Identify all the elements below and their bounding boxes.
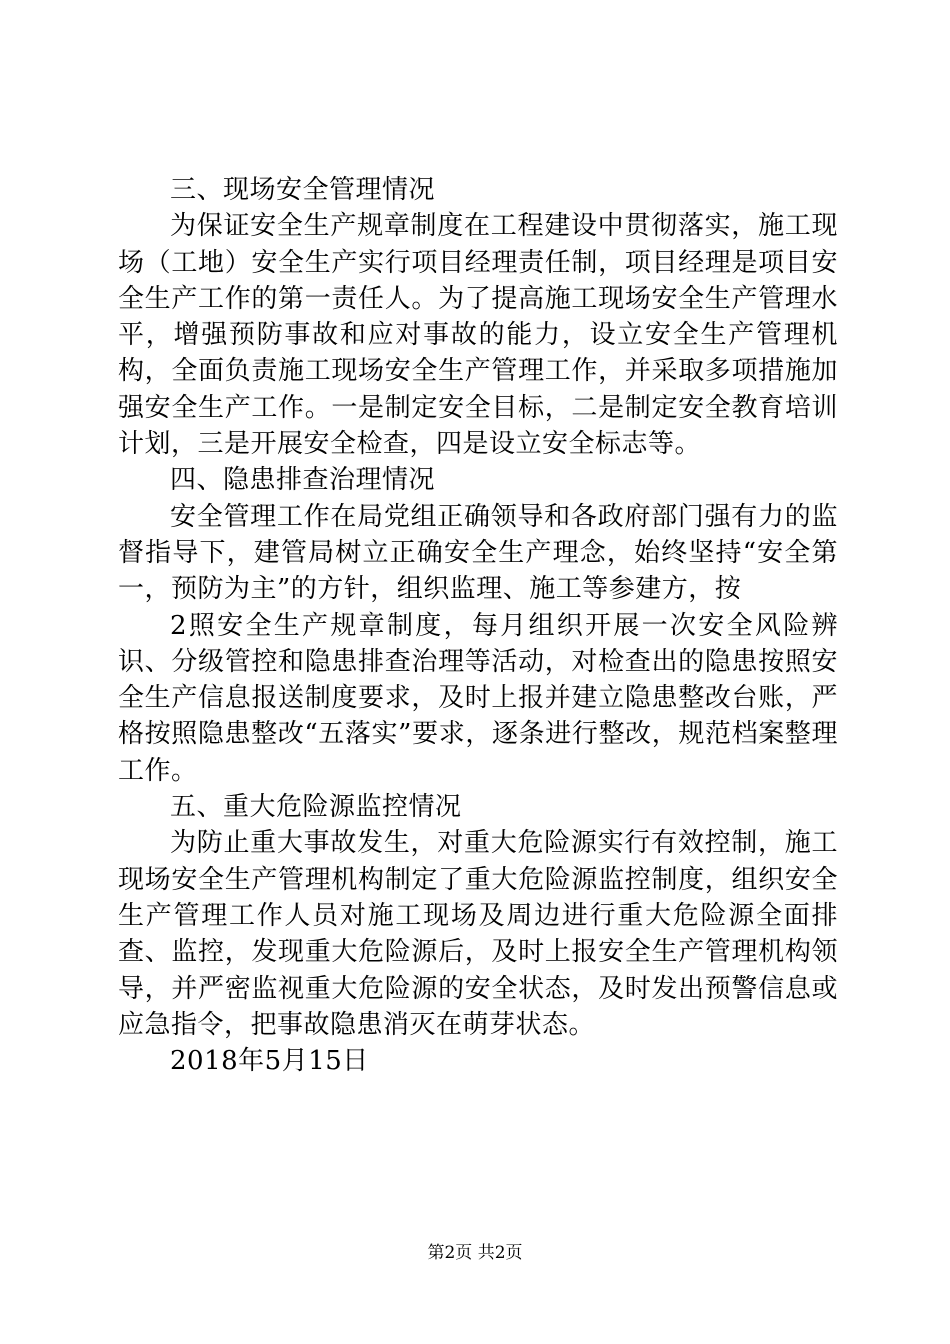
section-4-paragraph-1: 安全管理工作在局党组正确领导和各政府部门强有力的监督指导下，建管局树立正确安全生产理念，始终坚持“安全第一，预防为主”的方针，组织监理、施工等参建方，按: [118, 501, 838, 605]
section-5-paragraph-1: 为防止重大事故发生，对重大危险源实行有效控制，施工现场安全生产管理机构制定了重大危险源监控制度，组织安全生产管理工作人员对施工现场及周边进行重大危险源全面排查、监控，发现重大危险源后，及时上报安全生产管理机构领导，并严密监视重大危险源的安全状态，及时发出预警信息或应急指令，把事故隐患消灭在萌芽状态。: [118, 828, 838, 1040]
section-4-paragraph-2: 2照安全生产规章制度，每月组织开展一次安全风险辨识、分级管控和隐患排查治理等活动，对检查出的隐患按照安全生产信息报送制度要求，及时上报并建立隐患整改台账，严格按照隐患整改“五落实”要求，逐条进行整改，规范档案整理工作。: [118, 610, 838, 786]
section-3-paragraph-1: 为保证安全生产规章制度在工程建设中贯彻落实，施工现场（工地）安全生产实行项目经理责任制，项目经理是项目安全生产工作的第一责任人。为了提高施工现场安全生产管理水平，增强预防事故和应对事故的能力，设立安全生产管理机构，全面负责施工现场安全生产管理工作，并采取多项措施加强安全生产工作。一是制定安全目标，二是制定安全教育培训计划，三是开展安全检查，四是设立安全标志等。: [118, 211, 838, 460]
section-heading-5: 五、重大危险源监控情况: [170, 792, 462, 823]
document-date: 2018年5月15日: [170, 1046, 369, 1077]
document-body: [118, 172, 838, 1079]
section-heading-3: 三、现场安全管理情况: [170, 175, 436, 205]
page-number-footer: 第2页 共2页: [427, 1243, 523, 1263]
section-heading-4: 四、隐患排查治理情况: [170, 465, 436, 496]
